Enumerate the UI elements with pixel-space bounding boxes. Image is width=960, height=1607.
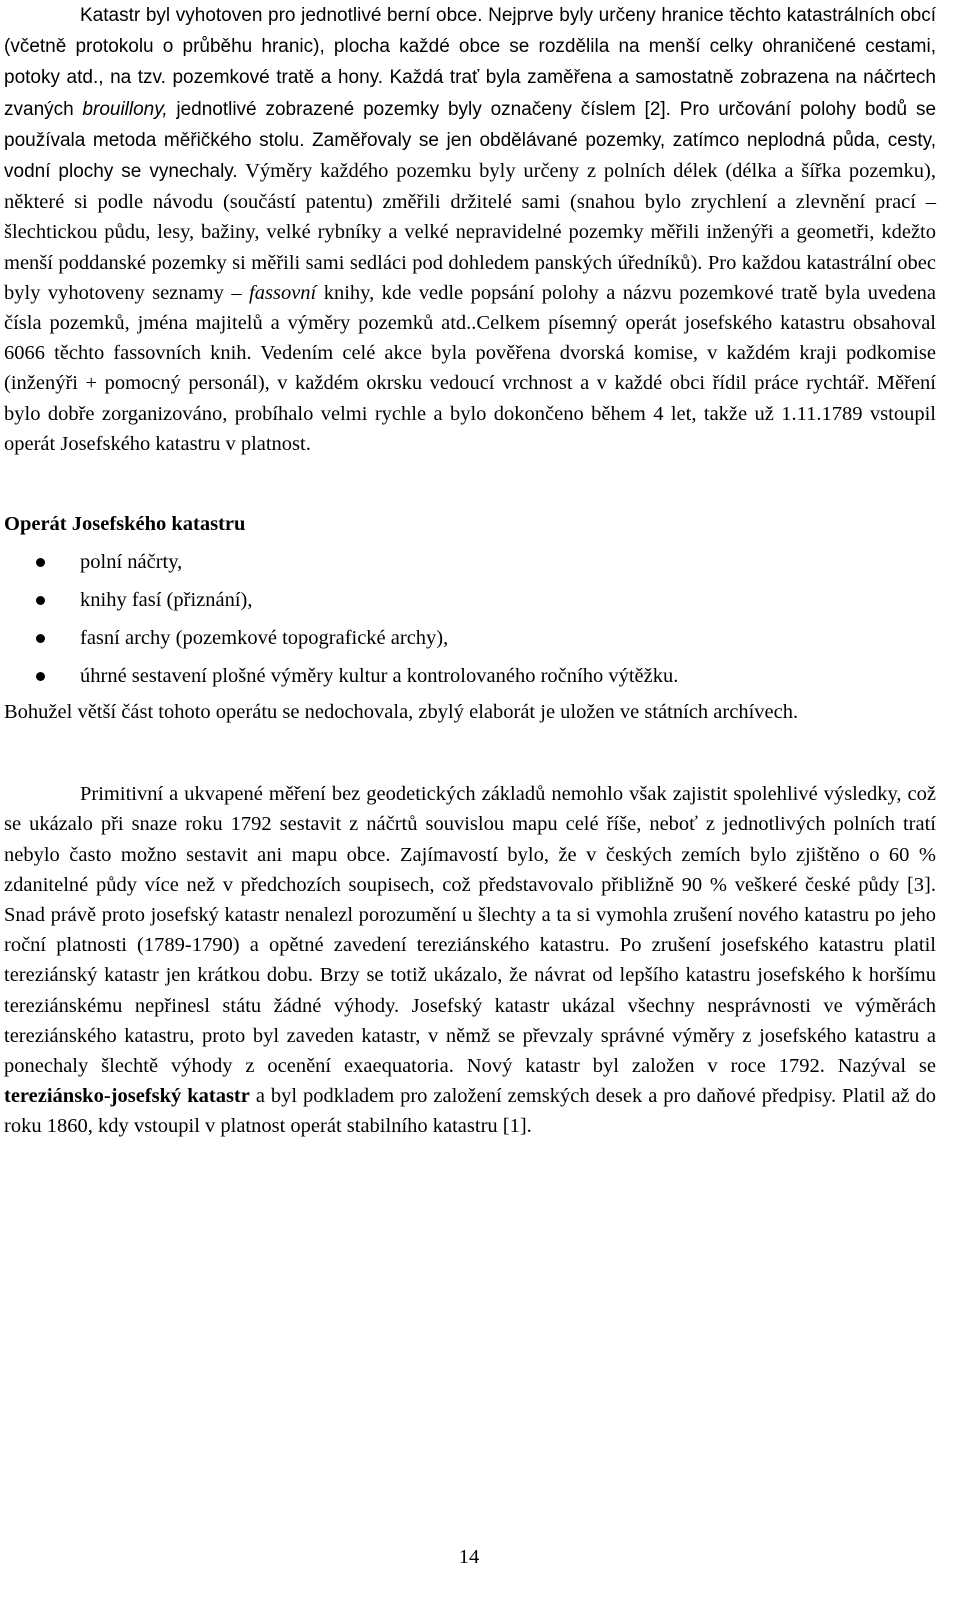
bullet-icon (36, 634, 45, 643)
bullet-icon (36, 558, 45, 567)
paragraph-sentence: knihy, kde vedle popsání polohy a názvu pozemkové tratě byla uvedena čísla pozemků, jména majitelů a výměry pozemků atd..Celkem písemný operát josefského katastru obsahoval 6066 těchto fassovních knih. Vedením celé akce byla pověřena dvorská komise, v každém kraji podkomise (inženýři + pomocný personál), v každém okrsku vedoucí vrchnost a v každé obci řídil práce rychtář. Měření bylo dobře zorganizováno, probíhalo velmi rychle a bylo dokončeno během 4 let, takže už 1.11.1789 vstoupil operát Josefského katastru v platnost. (4, 281, 937, 455)
list-item-text: úhrné sestavení plošné výměry kultur a kontrolovaného ročního výtěžku. (80, 665, 679, 688)
paragraph-sentence: jednotlivé zobrazené pozemky byly označeny číslem [2]. Pro určování polohy bodů se používala metoda měřičkého stolu. Zaměřovaly se jen obdělávané pozemky, zatímco neplodná půda, cesty, vodní plochy se vynechaly. (4, 98, 937, 183)
paragraph-sentence: Každá trať byla zaměřena a samostatně zobrazena na náčrtech zvaných (4, 67, 937, 120)
term-brouillony: brouillony, (82, 98, 168, 120)
paragraph-sentence: Katastr byl vyhotoven pro jednotlivé berní obce. Nejprve byly určeny hranice těchto katastrálních obcí (včetně protokolu o průběhu hranic), plocha každé obce se rozdělila na menší celky ohraničené cestami, potoky atd., na tzv. pozemkové tratě a hony. (4, 5, 936, 89)
paragraph-text: Primitivní a ukvapené měření bez geodetických základů nemohlo však zajistit spolehlivé výsledky, což se ukázalo při snaze roku 1792 sestavit z náčrtů souvislou mapu celé říše, neboť z jednotlivých polních tratí nebylo často možno sestavit ani mapu obce. Zajímavostí bylo, že v českých zemích bylo zjištěno o 60 % zdanitelné půdy více než v předchozích soupisech, což představovalo přibližně 90 % veškeré české půdy [3]. Snad právě proto josefský katastr nenalezl porozumění u šlechty a ta si vymohla zrušení nového katastru po jeho roční platnosti (1789-1790) a opětné zavedení tereziánského katastru. Po zrušení josefského katastru platil tereziánský katastr jen krátkou dobu. Brzy se totiž ukázalo, že návrat od lepšího katastru josefského k horšímu tereziánskému nepřinesl státu žádné výhody. Josefský katastr ukázal všechny nesprávnosti ve výměrách tereziánského katastru, proto byl zaveden katastr, v němž se převzaly správné výměry z josefského katastru a ponechaly šlechtě výhody z ocenění exaequatoria. Nový katastr byl založen v roce 1792. Nazýval se (4, 783, 936, 1078)
list-item (4, 581, 936, 619)
page-number: 14 (458, 1546, 480, 1568)
paragraph-archives: Bohužel větší část tohoto operátu se nedochovala, zbylý elaborát je uložen ve státních archívech. (4, 701, 799, 724)
page-content (4, 0, 936, 1142)
list-item (4, 657, 936, 695)
paragraph-text: a byl podkladem pro založení zemských desek a pro daňové předpisy. Platil až do roku 1860, kdy vstoupil v platnost operát stabilního katastru [1]. (4, 1085, 936, 1138)
operat-bullet-list (4, 543, 936, 695)
list-item-text: polní náčrty, (80, 551, 183, 574)
list-item (4, 619, 936, 657)
list-item-text: fasní archy (pozemkové topografické archy), (80, 627, 449, 650)
bullet-icon (36, 596, 45, 605)
paragraph-sentence: Výměry každého pozemku byly určeny z polních délek (délka a šířka pozemku), některé si podle návodu (součástí patentu) změřili držitelé sami (snahou bylo zrychlení a zlevnění prací – šlechtickou půdu, lesy, bažiny, velké rybníky a velké nepravidelné pozemky měřili inženýři a geometři, kdežto menší poddanské pozemky si měřili sami sedláci pod dohledem panských úředníků). Pro každou katastrální obec byly vyhotoveny seznamy – (4, 160, 936, 304)
bold-term: tereziánsko-josefský katastr (4, 1085, 250, 1108)
list-item-text: knihy fasí (přiznání), (80, 589, 253, 612)
bullet-icon (36, 672, 45, 681)
list-item (4, 543, 936, 581)
section-heading: Operát Josefského katastru (4, 513, 246, 536)
term-fassovni: fassovní (249, 281, 317, 304)
paragraph-history (4, 779, 936, 1141)
paragraph-cadastre-procedure (4, 0, 936, 459)
